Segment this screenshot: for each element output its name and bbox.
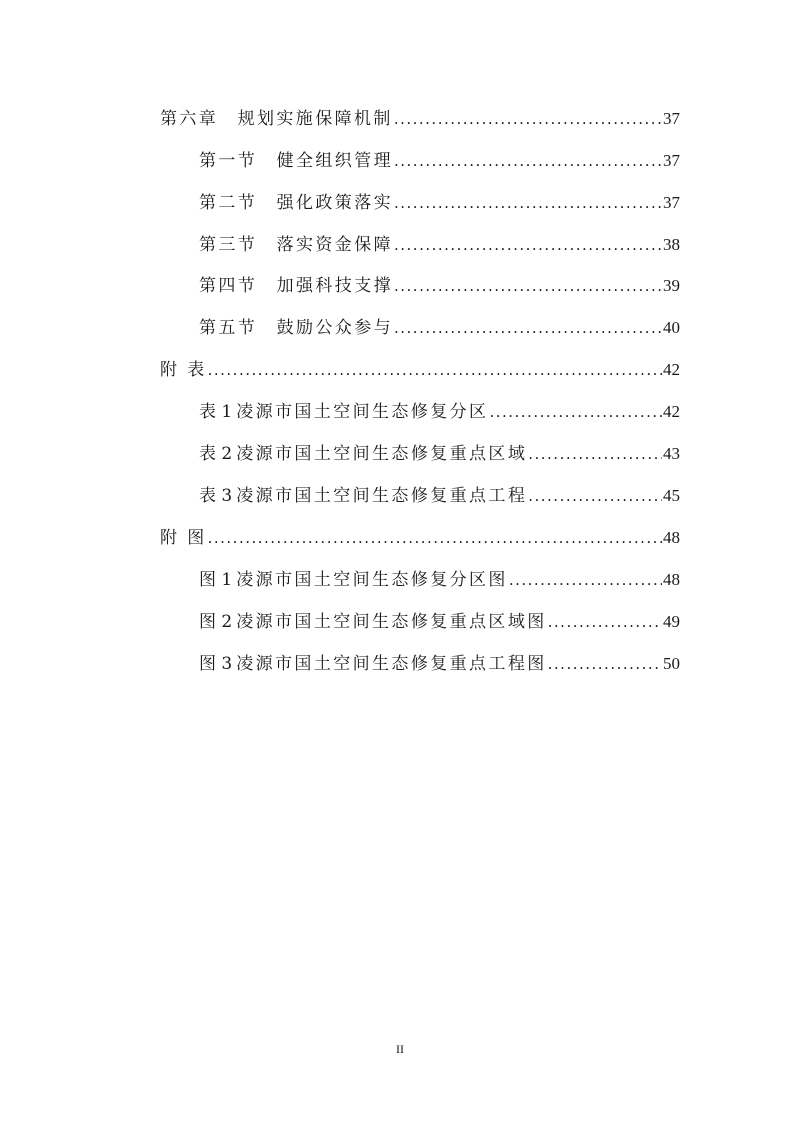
toc-entry-page: 37 — [663, 193, 680, 212]
toc-entry-table-1[interactable] — [199, 400, 680, 424]
toc-entry-text: 凌源市国土空间生态修复重点区域 — [236, 444, 528, 464]
toc-entry-title: 第三节 落实资金保障 — [199, 235, 393, 255]
page-number: II — [396, 1042, 404, 1056]
toc-entry-page: 42 — [663, 360, 680, 379]
toc-entry-title — [199, 484, 527, 508]
toc-entry-page: 45 — [663, 486, 680, 505]
dot-leader — [394, 233, 662, 257]
toc-entry-title: 第六章 规划实施保障机制 — [160, 109, 393, 129]
toc-entry-table-3[interactable] — [199, 484, 680, 508]
toc-entry-label: 图 1 — [199, 570, 233, 590]
toc-entry-page: 43 — [663, 444, 680, 463]
dot-leader — [394, 316, 662, 340]
dot-leader — [509, 568, 662, 592]
dot-leader — [208, 526, 662, 550]
dot-leader — [394, 149, 662, 173]
toc-entry-page: 37 — [663, 151, 680, 170]
toc-entry-page: 42 — [663, 402, 680, 421]
toc-entry-title — [199, 400, 488, 424]
dot-leader — [394, 107, 662, 131]
toc-entry-section-5[interactable] — [199, 316, 680, 340]
toc-entry-page: 39 — [663, 276, 680, 295]
toc-entry-title: 第二节 强化政策落实 — [199, 193, 393, 213]
toc-entry-chapter-6[interactable] — [160, 107, 680, 131]
toc-entry-figure-2[interactable] — [199, 610, 680, 634]
dot-leader — [548, 610, 662, 634]
dot-leader — [528, 484, 662, 508]
toc-entry-section-4[interactable] — [199, 274, 680, 298]
toc-entry-title: 第四节 加强科技支撑 — [199, 276, 393, 296]
toc-entry-label: 表 2 — [199, 444, 233, 464]
toc-entry-page: 38 — [663, 235, 680, 254]
dot-leader — [548, 652, 662, 676]
toc-entry-table-2[interactable] — [199, 442, 680, 466]
toc-entry-appendix-figures[interactable] — [160, 526, 680, 550]
toc-entry-section-1[interactable] — [199, 149, 680, 173]
dot-leader — [489, 400, 662, 424]
dot-leader — [394, 191, 662, 215]
toc-entry-title: 附 表 — [160, 360, 207, 380]
toc-entry-title: 附 图 — [160, 528, 207, 548]
toc-entry-label: 表 3 — [199, 486, 233, 506]
toc-entry-title — [199, 568, 508, 592]
toc-entry-text: 凌源市国土空间生态修复重点工程 — [236, 486, 528, 506]
toc-entry-label: 图 3 — [199, 654, 233, 674]
toc-entry-figure-1[interactable] — [199, 568, 680, 592]
toc-entry-page: 40 — [663, 318, 680, 337]
toc-entry-label: 图 2 — [199, 612, 233, 632]
dot-leader — [208, 358, 662, 382]
toc-entry-title — [199, 652, 547, 676]
toc-entry-text: 凌源市国土空间生态修复分区 — [236, 402, 489, 422]
toc-entry-page: 48 — [663, 528, 680, 547]
toc-entry-page: 48 — [663, 570, 680, 589]
toc-entry-title — [199, 442, 527, 466]
toc-entry-text: 凌源市国土空间生态修复重点区域图 — [236, 612, 547, 632]
toc-entry-label: 表 1 — [199, 402, 233, 422]
toc-entry-page: 50 — [663, 654, 680, 673]
dot-leader — [394, 274, 662, 298]
toc-entry-title: 第五节 鼓励公众参与 — [199, 318, 393, 338]
toc-entry-title: 第一节 健全组织管理 — [199, 151, 393, 171]
toc-entry-text: 凌源市国土空间生态修复分区图 — [236, 570, 508, 590]
dot-leader — [528, 442, 662, 466]
toc-entry-page: 49 — [663, 612, 680, 631]
toc-entry-section-2[interactable] — [199, 191, 680, 215]
toc-entry-page: 37 — [663, 109, 680, 128]
toc-entry-section-3[interactable] — [199, 233, 680, 257]
toc-entry-figure-3[interactable] — [199, 652, 680, 676]
toc-entry-appendix-tables[interactable] — [160, 358, 680, 382]
toc-entry-text: 凌源市国土空间生态修复重点工程图 — [236, 654, 547, 674]
toc-entry-title — [199, 610, 547, 634]
